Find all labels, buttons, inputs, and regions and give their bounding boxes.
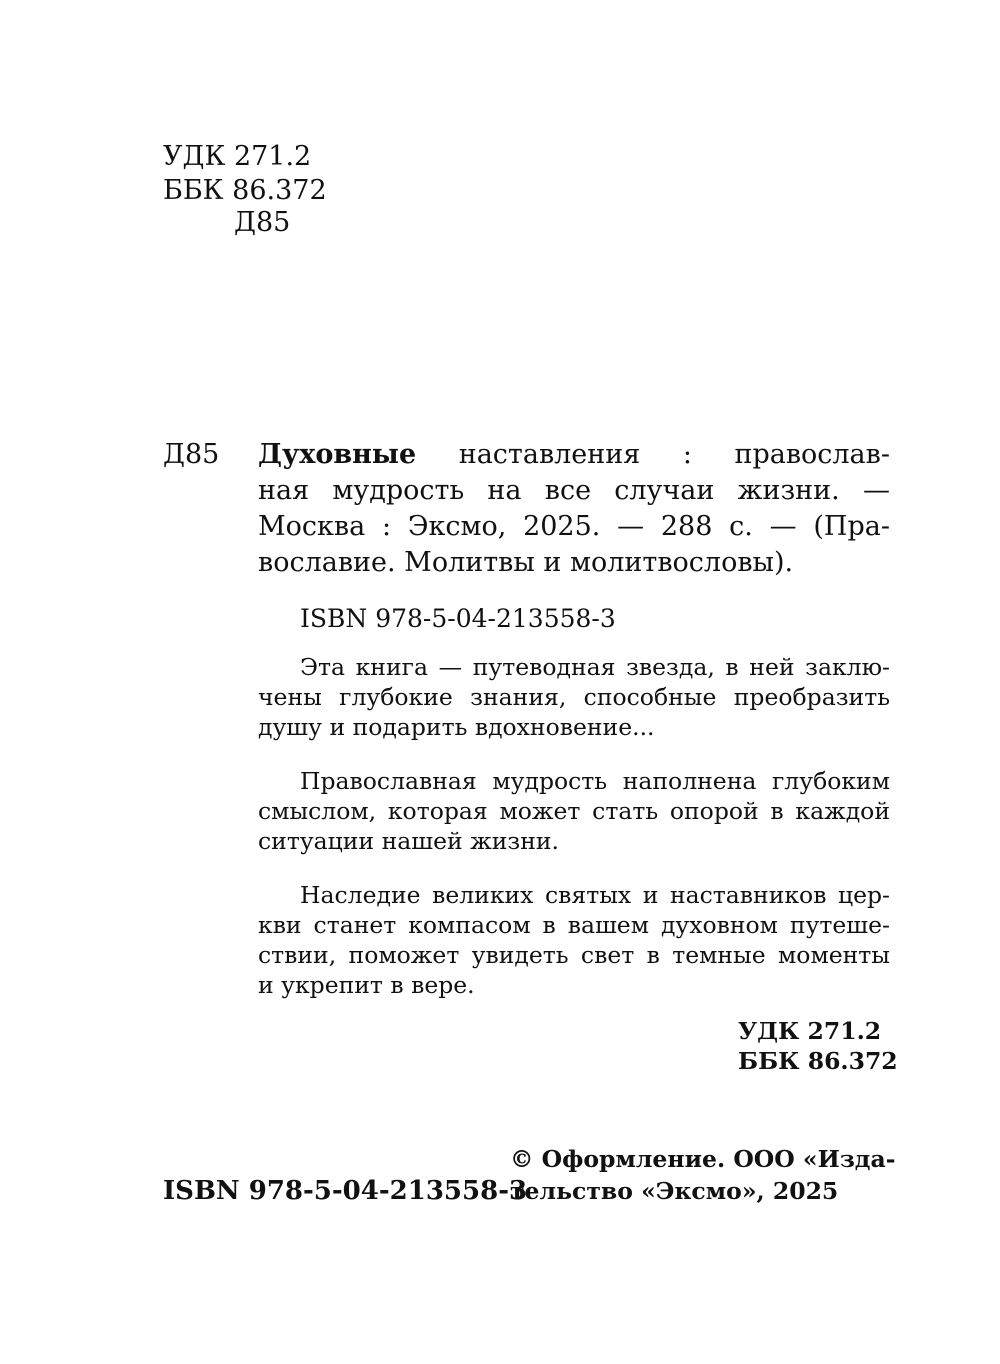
annotation-p3-line-1: Наследие великих святых и наставников цер- (300, 881, 890, 909)
entry-line-1 (258, 438, 890, 472)
entry-line-3: Москва : Эксмо, 2025. — 288 с. — (Пра- (258, 511, 890, 542)
entry-title-bold: Духовные (258, 439, 417, 470)
entry-isbn: ISBN 978-5-04-213558-3 (300, 604, 616, 633)
entry-line-1-rest: наставления : православ- (458, 439, 890, 470)
annotation-p2-line-2: смыслом, которая может стать опорой в каждой (258, 797, 890, 825)
annotation-p1-line-3: душу и подарить вдохновение... (258, 713, 655, 741)
imprint-isbn: ISBN 978-5-04-213558-3 (163, 1176, 528, 1206)
bbk-code: ББК 86.372 (163, 175, 327, 206)
footer-bbk-code: ББК 86.372 (738, 1047, 898, 1075)
udk-code: УДК 271.2 (163, 141, 312, 172)
annotation-p1-line-1: Эта книга — путеводная звезда, в ней заклю- (300, 653, 890, 681)
annotation-p3-line-4: и укрепит в вере. (258, 971, 475, 999)
copyright-line-1: © Оформление. ООО «Изда- (510, 1145, 896, 1173)
annotation-p1-line-2: чены глубокие знания, способные преобразить (258, 683, 890, 711)
copyright-line-2: тельство «Эксмо», 2025 (510, 1177, 839, 1205)
annotation-p2-line-3: ситуации нашей жизни. (258, 827, 560, 855)
author-mark: Д85 (234, 207, 291, 238)
annotation-p3-line-3: ствии, поможет увидеть свет в темные моменты (258, 941, 890, 969)
annotation-p3-line-2: кви станет компасом в вашем духовном путеше- (258, 911, 890, 939)
entry-line-2: ная мудрость на все случаи жизни. — (258, 475, 890, 506)
annotation-p2-line-1: Православная мудрость наполнена глубоким (300, 767, 890, 795)
entry-author-mark: Д85 (163, 439, 220, 470)
footer-udk-code: УДК 271.2 (738, 1017, 882, 1045)
entry-line-4: вославие. Молитвы и молитвословы). (258, 547, 794, 578)
